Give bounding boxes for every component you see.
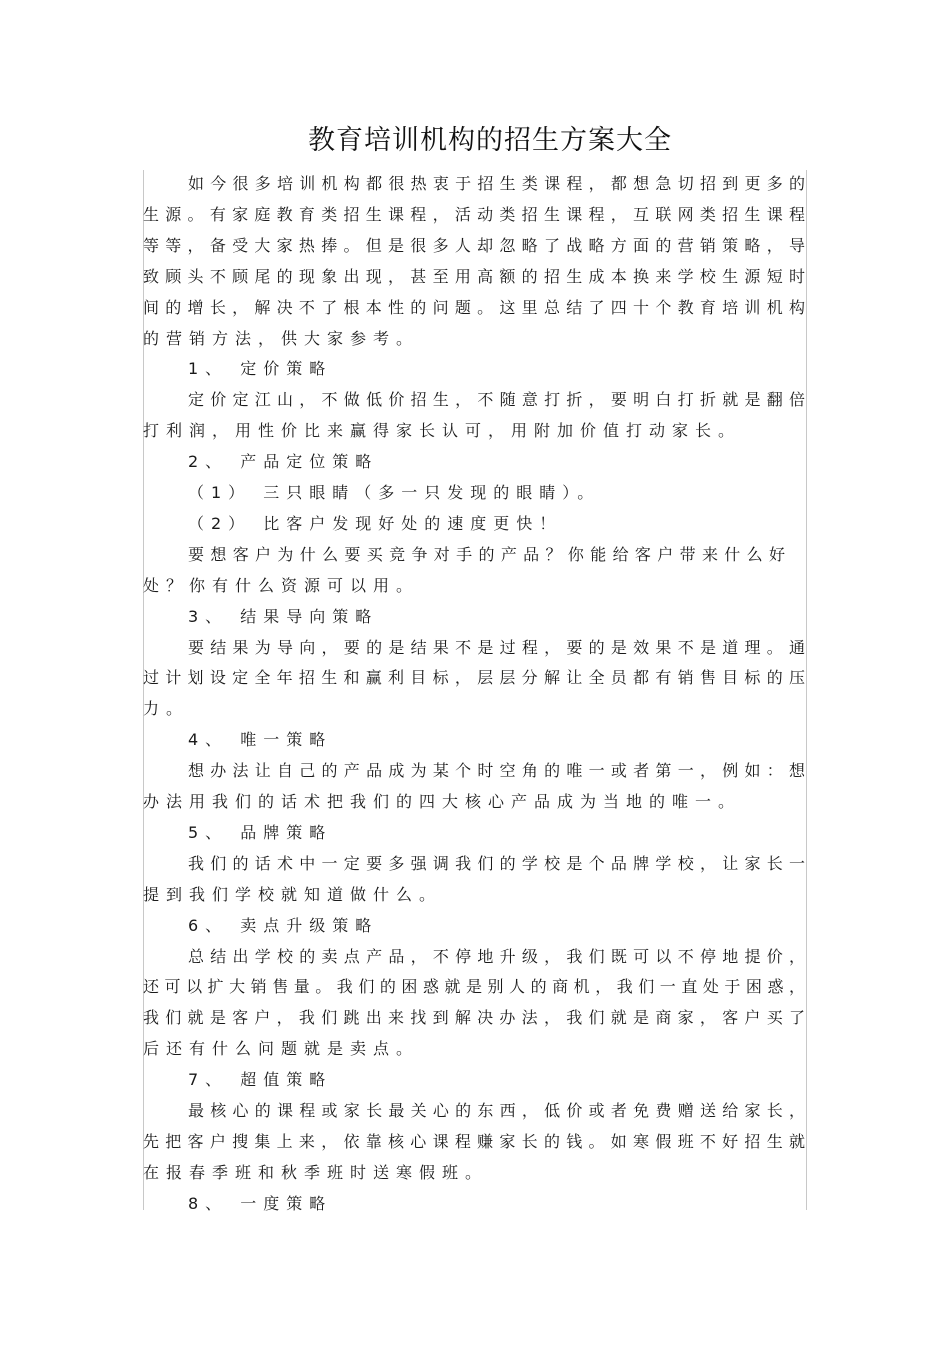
- paragraph-line: 办法用我们的话术把我们的四大核心产品成为当地的唯一。: [143, 792, 742, 811]
- paragraph-line: 先把客户搜集上来，依靠核心课程赚家长的钱。如寒假班不好招生就: [143, 1131, 807, 1151]
- paragraph-line: 打利润，用性价比来赢得家长认可，用附加价值打动家长。: [143, 421, 742, 441]
- paragraph-line: 我们的话术中一定要多强调我们的学校是个品牌学校，让家长一: [188, 853, 807, 873]
- paragraph-line: （1） 三只眼睛（多一只发现的眼睛）。: [188, 483, 601, 502]
- paragraph-line: 后还有什么问题就是卖点。: [143, 1039, 420, 1059]
- paragraph-line: 力。: [143, 699, 190, 719]
- section-heading: 8、 一度策略: [188, 1193, 333, 1213]
- paragraph-line: 致顾头不顾尾的现象出现，甚至用高额的招生成本换来学校生源短时: [143, 266, 807, 286]
- paragraph-line: 的营销方法，供大家参考。: [143, 328, 420, 348]
- section-heading: 1、 定价策略: [188, 359, 333, 379]
- paragraph-line: 总结出学校的卖点产品，不停地升级，我们既可以不停地提价，: [188, 946, 807, 966]
- section-heading: 5、 品牌策略: [188, 822, 333, 842]
- section-heading: 6、 卖点升级策略: [188, 915, 379, 935]
- section-heading: 7、 超值策略: [188, 1070, 333, 1090]
- paragraph-line: 要结果为导向，要的是结果不是过程，要的是效果不是道理。通: [188, 637, 807, 657]
- paragraph-line: 提到我们学校就知道做什么。: [143, 884, 443, 904]
- paragraph-line: 生源。有家庭教育类招生课程，活动类招生课程，互联网类招生课程: [143, 204, 807, 224]
- section-heading: 3、 结果导向策略: [188, 606, 379, 626]
- paragraph-line: 在报春季班和秋季班时送寒假班。: [143, 1162, 489, 1182]
- paragraph-line: （2） 比客户发现好处的速度更快！: [188, 513, 563, 533]
- paragraph-line: 等等，备受大家热捧。但是很多人却忽略了战略方面的营销策略，导: [143, 235, 807, 255]
- section-heading: 2、 产品定位策略: [188, 452, 379, 472]
- paragraph-line: 还可以扩大销售量。我们的困惑就是别人的商机，我们一直处于困惑，: [143, 977, 807, 997]
- paragraph-line: 处？你有什么资源可以用。: [143, 575, 420, 595]
- paragraph-line: 如今很多培训机构都很热衷于招生类课程，都想急切招到更多的: [188, 174, 807, 193]
- paragraph-line: 要想客户为什么要买竞争对手的产品？你能给客户带来什么好: [188, 544, 787, 564]
- paragraph-line: 间的增长，解决不了根本性的问题。这里总结了四十个教育培训机构: [143, 297, 807, 317]
- section-heading: 4、 唯一策略: [188, 730, 333, 750]
- page-title: 教育培训机构的招生方案大全: [308, 125, 672, 156]
- paragraph-line: 想办法让自己的产品成为某个时空角的唯一或者第一，例如：想: [188, 761, 807, 781]
- paragraph-line: 定价定江山，不做低价招生，不随意打折，要明白打折就是翻倍: [188, 390, 807, 410]
- paragraph-line: 过计划设定全年招生和赢利目标，层层分解让全员都有销售目标的压: [143, 668, 807, 688]
- paragraph-line: 我们就是客户，我们跳出来找到解决办法，我们就是商家，客户买了: [143, 1008, 807, 1028]
- paragraph-line: 最核心的课程或家长最关心的东西，低价或者免费赠送给家长，: [188, 1101, 807, 1120]
